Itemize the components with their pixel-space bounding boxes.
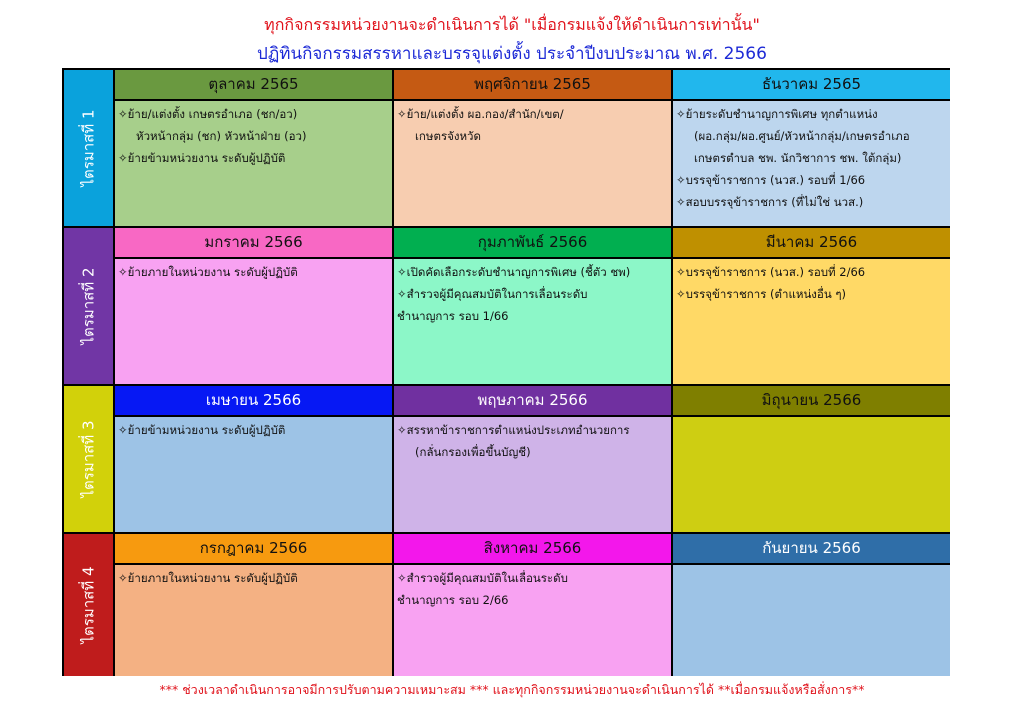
activity-item: ✧สอบบรรจุข้าราชการ (ที่ไม่ใช่ นวส.) [676,195,864,209]
activity-item: ✧สรรหาข้าราชการตำแหน่งประเภทอำนวยการ [397,423,630,437]
activity-item-continuation: เกษตรตำบล ชพ. นักวิชาการ ชพ. ใต้กลุ่ม) [694,151,902,165]
activity-item: ✧บรรจุข้าราชการ (นวส.) รอบที่ 1/66 [676,173,866,187]
month-header: มิถุนายน 2566 [673,386,950,417]
month-cell [115,228,392,384]
activity-item: ✧ย้าย/แต่งตั้ง เกษตรอำเภอ (ชก/อว) [118,107,298,121]
activity-item-continuation: (ผอ.กลุ่ม/ผอ.ศูนย์/หัวหน้ากลุ่ม/เกษตรอำเภอ [694,129,910,143]
activity-item-continuation: เกษตรจังหวัด [415,129,481,143]
month-activities [115,259,392,384]
month-cell [115,534,392,676]
month-header: มีนาคม 2566 [673,228,950,259]
month-header: กรกฎาคม 2566 [115,534,392,565]
activity-item: ✧ย้ายภายในหน่วยงาน ระดับผู้ปฏิบัติ [118,265,298,279]
month-activities [115,417,392,532]
month-activities [673,101,950,226]
activity-item-continuation: ชำนาญการ รอบ 1/66 [397,309,509,323]
quarter-label-4 [64,534,113,676]
month-cell [115,386,392,532]
month-header: ตุลาคม 2565 [115,70,392,101]
activity-item: ✧บรรจุข้าราชการ (นวส.) รอบที่ 2/66 [676,265,866,279]
quarter-label-text: ไตรมาสที่ 3 [79,420,98,498]
activity-item: ✧ย้ายข้ามหน่วยงาน ระดับผู้ปฏิบัติ [118,151,286,165]
month-activities [115,101,392,226]
quarter-label-text: ไตรมาสที่ 1 [79,109,98,187]
month-activities [394,101,671,226]
month-cell [673,228,950,384]
activity-item: ✧ย้าย/แต่งตั้ง ผอ.กอง/สำนัก/เขต/ [397,107,564,121]
month-activities [673,259,950,384]
activity-item-continuation: (กลั่นกรองเพื่อขึ้นบัญชี) [415,445,531,459]
month-activities [673,417,950,532]
month-header: พฤษภาคม 2566 [394,386,671,417]
quarter-label-text: ไตรมาสที่ 4 [79,566,98,644]
month-header: ธันวาคม 2565 [673,70,950,101]
quarter-label-3 [64,386,113,532]
month-cell [394,228,671,384]
month-header: สิงหาคม 2566 [394,534,671,565]
month-header: กันยายน 2566 [673,534,950,565]
activity-calendar-grid [62,68,950,676]
activity-item-continuation: หัวหน้ากลุ่ม (ชก) หัวหน้าฝ่าย (อว) [136,129,307,143]
quarter-label-1 [64,70,113,226]
month-cell [673,534,950,676]
month-cell [673,386,950,532]
month-activities [394,565,671,676]
month-activities [394,259,671,384]
month-activities [115,565,392,676]
activity-item-continuation: ชำนาญการ รอบ 2/66 [397,593,509,607]
month-activities [394,417,671,532]
month-cell [394,534,671,676]
activity-item: ✧ย้ายภายในหน่วยงาน ระดับผู้ปฏิบัติ [118,571,298,585]
quarter-label-2 [64,228,113,384]
activity-item: ✧ย้ายข้ามหน่วยงาน ระดับผู้ปฏิบัติ [118,423,286,437]
activity-item: ✧บรรจุข้าราชการ (ตำแหน่งอื่น ๆ) [676,287,847,301]
header-title: ทุกกิจกรรมหน่วยงานจะดำเนินการได้ "เมื่อกรมแจ้งให้ดำเนินการเท่านั้น" [264,15,760,34]
footer-note: *** ช่วงเวลาดำเนินการอาจมีการปรับตามความเหมาะสม *** และทุกกิจกรรมหน่วยงานจะดำเนินการได้ **เมื่อกรมแจ้งหรือสั่งการ** [159,682,865,697]
activity-item: ✧เปิดคัดเลือกระดับชำนาญการพิเศษ (ชี้ตัว ชพ) [397,265,631,279]
month-header: พฤศจิกายน 2565 [394,70,671,101]
activity-item: ✧สำรวจผู้มีคุณสมบัติในการเลื่อนระดับ [397,287,588,301]
calendar-title: ปฏิทินกิจกรรมสรรหาและบรรจุแต่งตั้ง ประจำปีงบประมาณ พ.ศ. 2566 [257,44,767,64]
month-header: เมษายน 2566 [115,386,392,417]
month-header: กุมภาพันธ์ 2566 [394,228,671,259]
quarter-label-text: ไตรมาสที่ 2 [79,267,98,345]
month-cell [673,70,950,226]
month-cell [115,70,392,226]
month-activities [673,565,950,676]
activity-item: ✧สำรวจผู้มีคุณสมบัติในเลื่อนระดับ [397,571,568,585]
month-header: มกราคม 2566 [115,228,392,259]
month-cell [394,386,671,532]
activity-item: ✧ย้ายระดับชำนาญการพิเศษ ทุกตำแหน่ง [676,107,878,121]
month-cell [394,70,671,226]
